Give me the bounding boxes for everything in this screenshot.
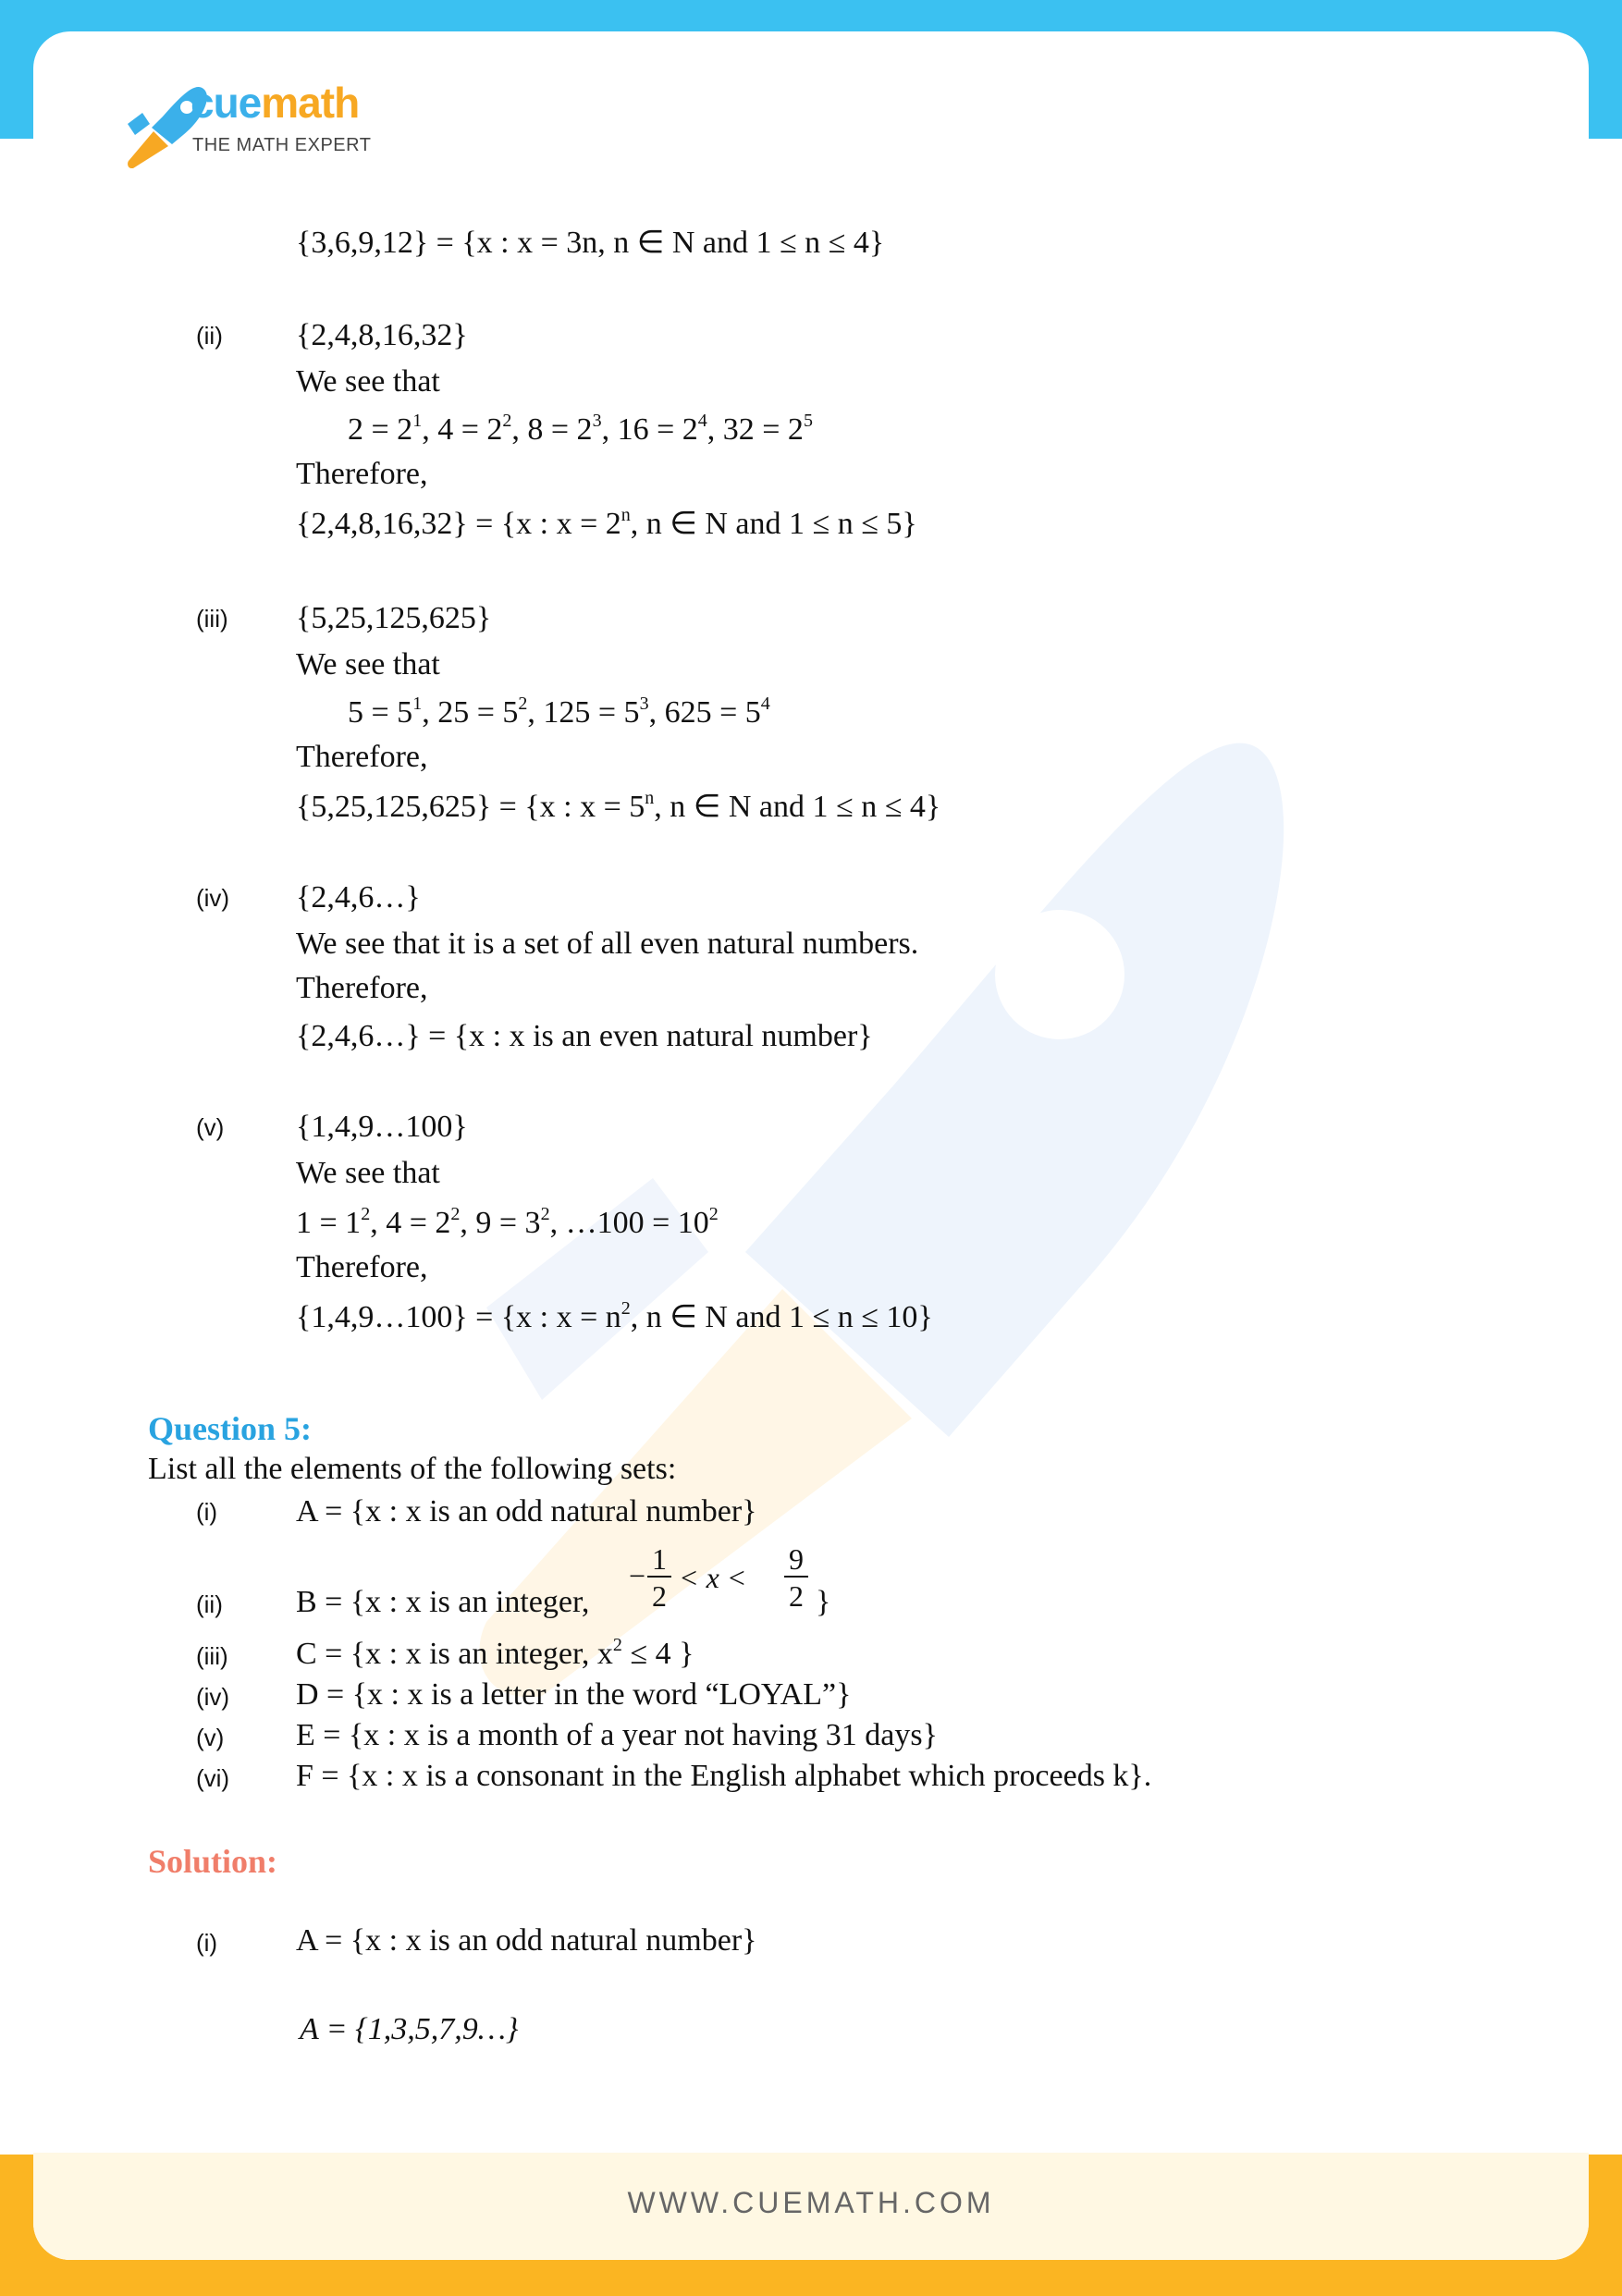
q5-ii-frac-1 xyxy=(647,1544,671,1611)
powers-v: $1 = 1^2$, $4 = 2^2$, $9 = 3^2$, …100 = $10^2$ xyxy=(296,1204,719,1240)
item-label-iv: (iv) xyxy=(196,884,230,912)
q5-ii-frac2-den: 2 xyxy=(789,1579,804,1613)
powers-ii: $2 = 2^1$, $4 = 2^2$, $8 = 2^3$, $16 = 2^4$, $32 = 2^5$ xyxy=(348,411,813,447)
brand-name-math: math xyxy=(261,79,360,127)
set-v: {1,4,9…100} xyxy=(296,1110,468,1144)
result-ii: {2,4,8,16,32} = {x : $x = 2^n$, n ∈ N and 1 ≤ n ≤ 5} xyxy=(296,505,917,541)
q5-item-ii: B = {x : x is an integer, xyxy=(296,1585,590,1619)
q5-item-iv: D = {x : x is a letter in the word “LOYAL”} xyxy=(296,1677,852,1712)
q5-label-i: (i) xyxy=(196,1498,218,1526)
q5-label-iii: (iii) xyxy=(196,1642,228,1670)
result-v: {1,4,9…100} = {x : $x = n^2$, n ∈ N and 1 ≤ n ≤ 10} xyxy=(296,1298,933,1334)
footer-url: WWW.CUEMATH.COM xyxy=(627,2186,995,2219)
q5-ii-close: } xyxy=(816,1585,831,1619)
q5-ii-frac-2 xyxy=(784,1544,808,1611)
q5-item-iii: C = {x : x is an integer, $x^2 \le 4$ } xyxy=(296,1635,694,1671)
set-ii: {2,4,8,16,32} xyxy=(296,318,468,352)
q5-item-v: E = {x : x is a month of a year not having 31 days} xyxy=(296,1718,938,1752)
powers-iii: $5 = 5^1$, $25 = 5^2$, $125 = 5^3$, $625 = 5^4$ xyxy=(348,694,770,730)
item-label-iii: (iii) xyxy=(196,605,228,632)
q5-ii-frac1-den: 2 xyxy=(652,1579,667,1613)
result-iv: {2,4,6…} = {x : x is an even natural number} xyxy=(296,1019,873,1053)
set-iii: {5,25,125,625} xyxy=(296,601,492,635)
brand-name-cue: cue xyxy=(190,79,262,127)
we-see-iv: We see that it is a set of all even natural numbers. xyxy=(296,927,919,961)
we-see-ii: We see that xyxy=(296,364,440,399)
q5-ii-frac1-num: 1 xyxy=(647,1544,671,1578)
item-label-ii: (ii) xyxy=(196,322,223,350)
prev-i-result: {3,6,9,12} = {x : x = 3n, n ∈ N and 1 ≤ n ≤ 4} xyxy=(296,226,885,260)
solution-answer-i: A = {1,3,5,7,9…} xyxy=(300,2012,519,2046)
q5-label-vi: (vi) xyxy=(196,1764,230,1792)
question-5-title: Question 5: xyxy=(148,1410,313,1447)
solution-title: Solution: xyxy=(148,1843,278,1880)
therefore-iii: Therefore, xyxy=(296,740,428,774)
therefore-iv: Therefore, xyxy=(296,971,428,1005)
result-iii: {5,25,125,625} = {x : $x = 5^n$, n ∈ N and 1 ≤ n ≤ 4} xyxy=(296,788,941,824)
q5-ii-frac2-num: 9 xyxy=(784,1544,808,1578)
solution-label-i: (i) xyxy=(196,1929,218,1957)
brand-wordmark xyxy=(190,79,360,127)
we-see-v: We see that xyxy=(296,1156,440,1190)
item-label-v: (v) xyxy=(196,1113,225,1141)
set-iv: {2,4,6…} xyxy=(296,880,421,915)
q5-item-i: A = {x : x is an odd natural number} xyxy=(296,1494,757,1529)
q5-ii-inequality: < x < xyxy=(679,1561,747,1594)
q5-label-iv: (iv) xyxy=(196,1683,230,1711)
brand-tagline: THE MATH EXPERT xyxy=(192,135,372,155)
we-see-iii: We see that xyxy=(296,647,440,681)
document-page xyxy=(33,31,1589,2260)
solution-item-i: A = {x : x is an odd natural number} xyxy=(296,1923,757,1958)
page-footer xyxy=(33,2153,1589,2260)
therefore-ii: Therefore, xyxy=(296,457,428,491)
therefore-v: Therefore, xyxy=(296,1250,428,1284)
q5-item-vi: F = {x : x is a consonant in the English alphabet which proceeds k}. xyxy=(296,1759,1152,1793)
q5-label-v: (v) xyxy=(196,1724,225,1751)
q5-ii-minus: − xyxy=(629,1559,646,1592)
q5-label-ii: (ii) xyxy=(196,1590,223,1618)
question-5-intro: List all the elements of the following sets: xyxy=(148,1452,677,1486)
